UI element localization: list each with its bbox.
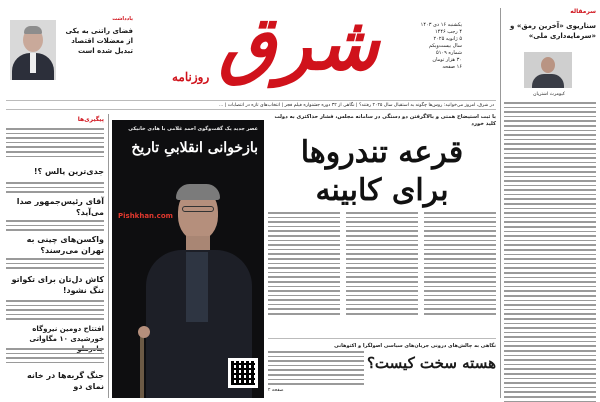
main-headline-1: قرعه تندروها xyxy=(300,135,464,170)
issue-line: ۱۶ صفحه xyxy=(442,64,462,70)
second-headline: هسته سخت کیست؟ xyxy=(366,354,496,372)
main-kicker: با ثبت استیضاح همتی و بالاگرفتن دو دستگی در سامانه مجلس، فشار حداکثری به دولت کلید خورد xyxy=(274,114,496,127)
main-headline-2: برای کابینه xyxy=(315,173,449,208)
left-item-body xyxy=(6,300,104,323)
qr-code[interactable] xyxy=(228,358,258,388)
masthead-logo[interactable] xyxy=(158,1,383,94)
tagline-text: در شرق، امروز می‌خوانید: روس‌ها چگونه به استقبال سال ۲۰۲۵ رفتند؟ | نگاهی از ۳۲ دوره جشنواره فیلم فجر | انتخاب‌های تازه در انتصابات | ... xyxy=(218,103,494,108)
tagline-bar xyxy=(6,100,496,110)
top-teaser[interactable] xyxy=(8,10,133,82)
left-item-body xyxy=(6,220,104,234)
issue-line: یکشنبه ۱۶ دی ۱۴۰۳ xyxy=(420,22,462,28)
logo-wordmark: شرق xyxy=(218,1,379,87)
issue-line: ۳۰ هزار تومان xyxy=(432,57,462,63)
issue-line: ۵ ژانویه ۲۰۲۵ xyxy=(433,36,462,42)
second-page-ref: صفحه ۲ xyxy=(268,388,284,393)
editorial-kicker: سرمقاله xyxy=(570,8,596,15)
left-item-title: واکسن‌های چینی به تهران می‌رسند؟ xyxy=(26,235,104,255)
main-body-right xyxy=(424,212,496,318)
left-item-body xyxy=(6,128,104,160)
photo-headline: بازخوانی انقلابیِ تاریخ xyxy=(131,140,258,156)
issue-line: ۴ رجب ۱۴۴۶ xyxy=(434,29,462,35)
left-item-title: افتتاح دومین نیروگاه خورشیدی ۱۰ مگاواتی xyxy=(29,325,104,343)
main-body-left xyxy=(268,212,340,318)
editorial-body xyxy=(504,102,596,402)
teaser-kicker: یادداشت xyxy=(112,16,133,22)
photo-kicker: عصر جدید یک گفت‌وگوی احمد غلامی با هادی خانیکی xyxy=(128,126,258,132)
issue-info xyxy=(404,22,462,84)
left-kicker: پیگیری‌ها xyxy=(77,116,104,123)
logo-subtitle: روزنامه xyxy=(172,70,210,84)
left-item-body xyxy=(6,258,104,272)
author-photo xyxy=(524,52,572,88)
issue-line: سال بیست‌ویکم xyxy=(428,43,462,49)
left-item-title: آقای رئیس‌جمهور صدا می‌آید؟ xyxy=(16,197,104,217)
left-item-body xyxy=(6,348,104,366)
main-story[interactable] xyxy=(268,114,496,334)
photo-story[interactable] xyxy=(112,120,264,398)
teaser-portrait xyxy=(10,20,56,80)
portrait-photo xyxy=(112,120,264,398)
second-body xyxy=(268,351,364,388)
left-item-title: کاش دل‌تان برای تکواتو تنگ نشود! xyxy=(11,275,104,295)
left-column[interactable] xyxy=(6,116,104,398)
main-body-middle xyxy=(346,212,418,318)
left-item-title: جنگ گربه‌ها در خانه نمای دو xyxy=(27,371,104,391)
photo-watermark: Pishkhan.com xyxy=(118,212,173,220)
editorial-title: سناریوی «آخرین رمق» و «سرمایه‌داری ملی» xyxy=(510,22,596,40)
editorial-column[interactable] xyxy=(504,8,596,398)
left-item-body xyxy=(6,182,104,196)
left-item-title: جدی‌ترین یالس ؟! xyxy=(33,167,104,176)
second-kicker: نگاهی به چالش‌های درونی جریان‌های سیاسی اصولگرا و اکثوهانی xyxy=(334,343,496,349)
issue-line: شماره ۵۱۰۹ xyxy=(436,50,462,56)
author-name: کیومرث اشتریان xyxy=(533,92,565,97)
teaser-title: فضای راتنی به یکی از معضلات اقتصاد تبدیل شده است xyxy=(65,27,133,55)
second-story[interactable] xyxy=(268,338,496,398)
